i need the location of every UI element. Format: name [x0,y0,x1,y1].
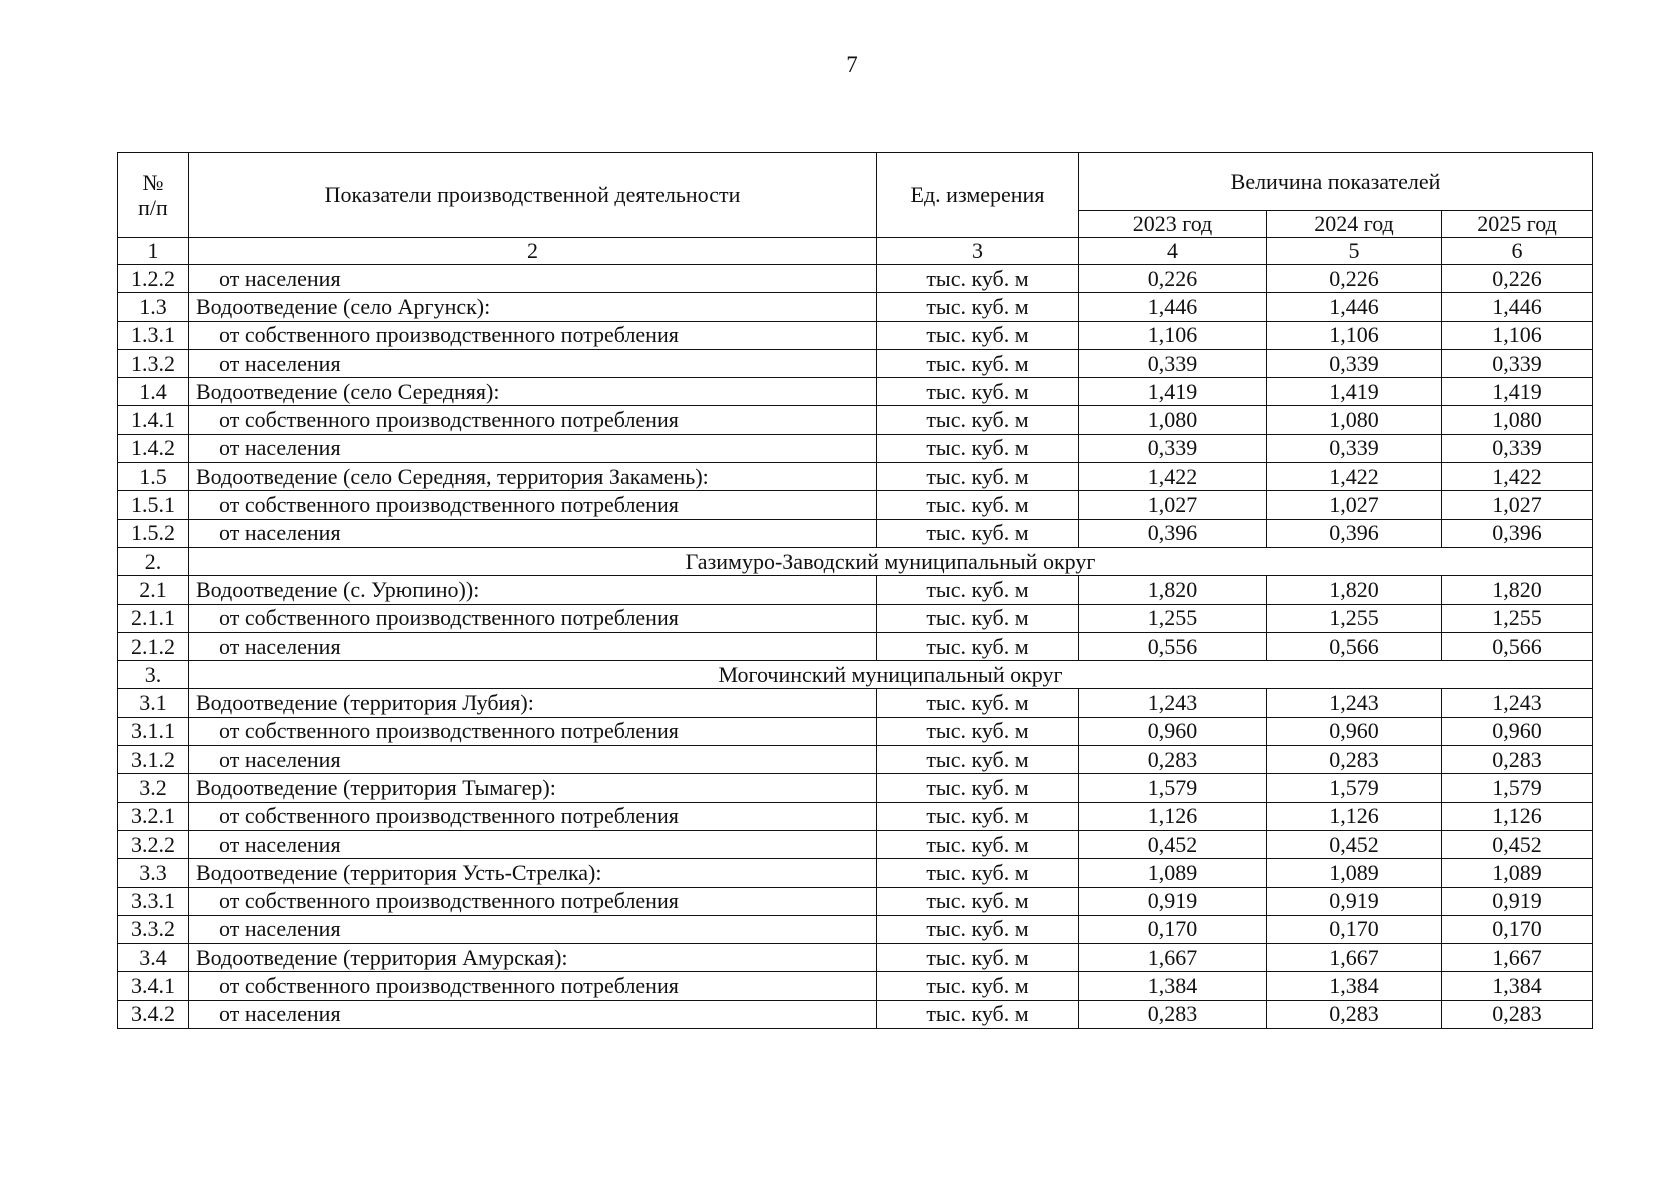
unit-cell: тыс. куб. м [877,321,1079,349]
value-cell: 0,170 [1267,915,1442,943]
table-row [118,406,1593,434]
row-number: 3.3 [118,859,189,887]
value-cell: 0,170 [1079,915,1267,943]
value-cell: 1,820 [1267,576,1442,604]
value-cell: 0,452 [1442,830,1593,858]
value-cell: 0,960 [1079,717,1267,745]
value-cell: 1,106 [1442,321,1593,349]
section-row [118,661,1593,689]
unit-cell: тыс. куб. м [877,632,1079,660]
unit-cell: тыс. куб. м [877,859,1079,887]
value-cell: 1,820 [1079,576,1267,604]
row-number: 3.2 [118,774,189,802]
table-row [118,717,1593,745]
column-number: 5 [1267,238,1442,265]
column-number: 4 [1079,238,1267,265]
value-cell: 1,243 [1267,689,1442,717]
row-number: 1.5 [118,463,189,491]
table-body [118,265,1593,1029]
indicator-name: от населения [189,830,877,858]
header-unit: Ед. измерения [877,153,1079,238]
table-row [118,830,1593,858]
row-number: 3.1 [118,689,189,717]
indicator-name: от населения [189,746,877,774]
row-number: 2. [118,547,189,575]
row-number: 2.1.2 [118,632,189,660]
row-number: 2.1.1 [118,604,189,632]
value-cell: 0,396 [1442,519,1593,547]
unit-cell: тыс. куб. м [877,604,1079,632]
header-num: № п/п [118,153,189,238]
value-cell: 1,089 [1079,859,1267,887]
indicator-name: Водоотведение (село Середняя): [189,378,877,406]
value-cell: 0,556 [1079,632,1267,660]
value-cell: 0,919 [1267,887,1442,915]
indicator-name: Водоотведение (территория Усть-Стрелка): [189,859,877,887]
header-year: 2025 год [1442,211,1593,238]
indicator-name: от собственного производственного потребления [189,887,877,915]
table-row [118,887,1593,915]
unit-cell: тыс. куб. м [877,519,1079,547]
unit-cell: тыс. куб. м [877,576,1079,604]
table-row [118,321,1593,349]
value-cell: 0,170 [1442,915,1593,943]
table-row [118,774,1593,802]
value-cell: 1,027 [1079,491,1267,519]
value-cell: 1,422 [1442,463,1593,491]
column-number: 1 [118,238,189,265]
unit-cell: тыс. куб. м [877,378,1079,406]
value-cell: 1,419 [1442,378,1593,406]
value-cell: 0,339 [1442,434,1593,462]
table-row [118,972,1593,1000]
table-row [118,944,1593,972]
row-number: 1.5.1 [118,491,189,519]
value-cell: 0,339 [1267,434,1442,462]
unit-cell: тыс. куб. м [877,915,1079,943]
value-cell: 0,396 [1267,519,1442,547]
table-row [118,604,1593,632]
row-number: 3. [118,661,189,689]
row-number: 1.3.2 [118,349,189,377]
row-number: 3.3.1 [118,887,189,915]
unit-cell: тыс. куб. м [877,491,1079,519]
value-cell: 1,384 [1267,972,1442,1000]
row-number: 3.2.1 [118,802,189,830]
row-number: 1.5.2 [118,519,189,547]
value-cell: 0,283 [1267,746,1442,774]
table-row [118,802,1593,830]
indicators-table [117,152,1593,1029]
value-cell: 1,126 [1079,802,1267,830]
value-cell: 1,243 [1442,689,1593,717]
indicator-name: от собственного производственного потребления [189,604,877,632]
row-number: 1.4.1 [118,406,189,434]
row-number: 1.4 [118,378,189,406]
value-cell: 0,566 [1442,632,1593,660]
value-cell: 1,126 [1267,802,1442,830]
value-cell: 1,667 [1267,944,1442,972]
value-cell: 1,422 [1079,463,1267,491]
unit-cell: тыс. куб. м [877,774,1079,802]
value-cell: 0,283 [1267,1000,1442,1028]
value-cell: 1,579 [1079,774,1267,802]
indicator-name: Водоотведение (территория Лубия): [189,689,877,717]
value-cell: 1,243 [1079,689,1267,717]
value-cell: 1,106 [1267,321,1442,349]
row-number: 3.2.2 [118,830,189,858]
row-number: 3.1.2 [118,746,189,774]
table-row [118,519,1593,547]
indicator-name: от населения [189,265,877,293]
value-cell: 1,027 [1267,491,1442,519]
indicator-name: Водоотведение (с. Урюпино)): [189,576,877,604]
value-cell: 1,579 [1442,774,1593,802]
row-number: 3.3.2 [118,915,189,943]
unit-cell: тыс. куб. м [877,830,1079,858]
value-cell: 1,820 [1442,576,1593,604]
table-row [118,265,1593,293]
value-cell: 1,255 [1442,604,1593,632]
unit-cell: тыс. куб. м [877,265,1079,293]
value-cell: 1,080 [1267,406,1442,434]
value-cell: 0,226 [1079,265,1267,293]
value-cell: 1,126 [1442,802,1593,830]
value-cell: 0,566 [1267,632,1442,660]
header-values-group: Величина показателей [1079,153,1593,211]
value-cell: 1,080 [1442,406,1593,434]
section-title: Газимуро-Заводский муниципальный округ [189,547,1593,575]
table-row [118,491,1593,519]
header-year: 2023 год [1079,211,1267,238]
value-cell: 1,106 [1079,321,1267,349]
value-cell: 0,339 [1079,434,1267,462]
header-indicators: Показатели производственной деятельности [189,153,877,238]
unit-cell: тыс. куб. м [877,406,1079,434]
table-row [118,463,1593,491]
unit-cell: тыс. куб. м [877,717,1079,745]
indicator-name: от собственного производственного потребления [189,972,877,1000]
value-cell: 0,339 [1079,349,1267,377]
row-number: 3.4 [118,944,189,972]
value-cell: 1,422 [1267,463,1442,491]
unit-cell: тыс. куб. м [877,887,1079,915]
value-cell: 1,446 [1442,293,1593,321]
table-row [118,915,1593,943]
value-cell: 1,667 [1442,944,1593,972]
column-number: 3 [877,238,1079,265]
value-cell: 0,339 [1442,349,1593,377]
indicator-name: от собственного производственного потребления [189,321,877,349]
unit-cell: тыс. куб. м [877,463,1079,491]
value-cell: 0,396 [1079,519,1267,547]
value-cell: 0,283 [1079,746,1267,774]
value-cell: 0,283 [1442,746,1593,774]
indicator-name: Водоотведение (село Середняя, территория Закамень): [189,463,877,491]
unit-cell: тыс. куб. м [877,1000,1079,1028]
indicator-name: от населения [189,1000,877,1028]
unit-cell: тыс. куб. м [877,293,1079,321]
section-title: Могочинский муниципальный округ [189,661,1593,689]
indicator-name: Водоотведение (территория Тымагер): [189,774,877,802]
row-number: 2.1 [118,576,189,604]
row-number: 1.3 [118,293,189,321]
row-number: 1.2.2 [118,265,189,293]
value-cell: 1,419 [1079,378,1267,406]
value-cell: 1,579 [1267,774,1442,802]
header-year: 2024 год [1267,211,1442,238]
value-cell: 1,667 [1079,944,1267,972]
column-number: 2 [189,238,877,265]
row-number: 1.4.2 [118,434,189,462]
table-row [118,632,1593,660]
table-row [118,746,1593,774]
unit-cell: тыс. куб. м [877,944,1079,972]
value-cell: 0,283 [1079,1000,1267,1028]
row-number: 3.4.2 [118,1000,189,1028]
unit-cell: тыс. куб. м [877,746,1079,774]
table-row [118,378,1593,406]
indicator-name: от собственного производственного потребления [189,406,877,434]
value-cell: 1,255 [1267,604,1442,632]
value-cell: 1,089 [1267,859,1442,887]
table-row [118,576,1593,604]
indicator-name: от населения [189,519,877,547]
indicator-name: от населения [189,349,877,377]
section-row [118,547,1593,575]
indicator-name: Водоотведение (село Аргунск): [189,293,877,321]
table-row [118,859,1593,887]
value-cell: 1,384 [1442,972,1593,1000]
value-cell: 1,446 [1267,293,1442,321]
unit-cell: тыс. куб. м [877,434,1079,462]
value-cell: 1,089 [1442,859,1593,887]
value-cell: 0,339 [1267,349,1442,377]
row-number: 1.3.1 [118,321,189,349]
table-row [118,689,1593,717]
value-cell: 1,384 [1079,972,1267,1000]
table-row [118,349,1593,377]
indicator-name: от собственного производственного потребления [189,717,877,745]
value-cell: 0,226 [1267,265,1442,293]
unit-cell: тыс. куб. м [877,349,1079,377]
indicator-name: от населения [189,434,877,462]
table-header [118,153,1593,265]
indicator-name: Водоотведение (территория Амурская): [189,944,877,972]
value-cell: 0,226 [1442,265,1593,293]
unit-cell: тыс. куб. м [877,689,1079,717]
value-cell: 1,255 [1079,604,1267,632]
value-cell: 0,919 [1079,887,1267,915]
table-row [118,434,1593,462]
value-cell: 0,283 [1442,1000,1593,1028]
value-cell: 1,027 [1442,491,1593,519]
table-row [118,1000,1593,1028]
value-cell: 0,452 [1267,830,1442,858]
column-number: 6 [1442,238,1593,265]
value-cell: 0,919 [1442,887,1593,915]
value-cell: 0,960 [1267,717,1442,745]
table-row [118,293,1593,321]
value-cell: 1,446 [1079,293,1267,321]
value-cell: 1,080 [1079,406,1267,434]
indicator-name: от собственного производственного потребления [189,802,877,830]
unit-cell: тыс. куб. м [877,972,1079,1000]
indicator-name: от населения [189,632,877,660]
value-cell: 1,419 [1267,378,1442,406]
value-cell: 0,452 [1079,830,1267,858]
indicator-name: от собственного производственного потребления [189,491,877,519]
indicator-name: от населения [189,915,877,943]
row-number: 3.1.1 [118,717,189,745]
unit-cell: тыс. куб. м [877,802,1079,830]
row-number: 3.4.1 [118,972,189,1000]
page-number: 7 [846,52,858,77]
value-cell: 0,960 [1442,717,1593,745]
